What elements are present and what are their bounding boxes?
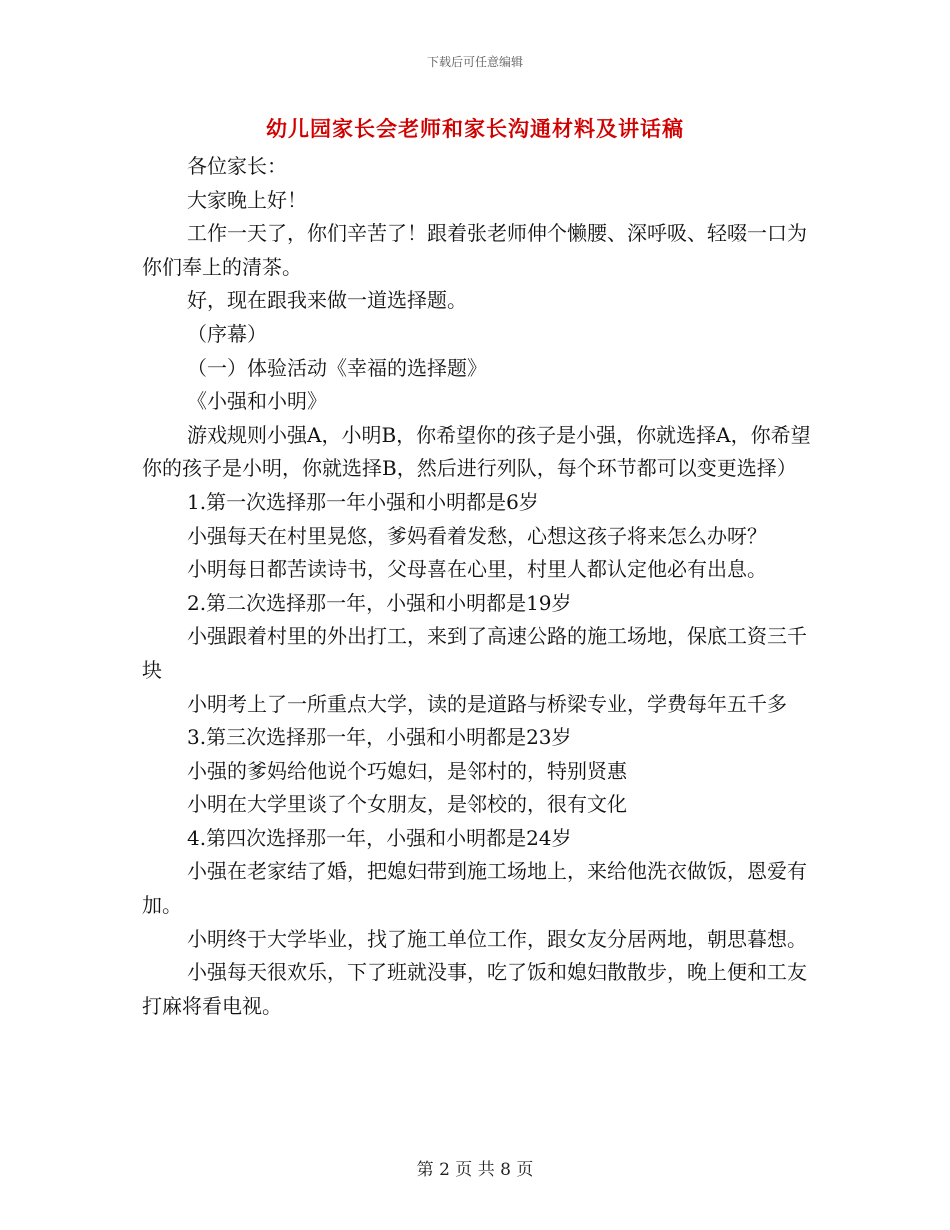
paragraph: 小强在老家结了婚，把媳妇带到施工场地上，来给他洗衣做饭，恩爱有加。 <box>142 859 807 918</box>
paragraph: 工作一天了，你们辛苦了！跟着张老师伸个懒腰、深呼吸、轻啜一口为你们奉上的清茶。 <box>142 221 807 279</box>
paragraph: 小强每天在村里晃悠，爹妈看着发愁，心想这孩子将来怎么办呀？ <box>187 523 767 548</box>
paragraph: 各位家长： <box>187 154 287 178</box>
paragraph: 游戏规则小强A，小明B，你希望你的孩子是小强，你就选择A，你希望你的孩子是小明，你就选择B，然后进行列队，每个环节都可以变更选择） <box>142 422 811 481</box>
paragraph: 小强的爹妈给他说个巧媳妇，是邻村的，特别贤惠 <box>187 758 627 783</box>
page-footer: 第 2 页 共 8 页 <box>416 1160 534 1180</box>
paragraph: 小明在大学里谈了个女朋友，是邻校的，很有文化 <box>187 792 627 817</box>
document-body <box>142 150 814 1023</box>
paragraph: 小强跟着村里的外出打工，来到了高速公路的施工场地，保底工资三千块 <box>142 624 807 682</box>
page-header: 下载后可任意编辑 <box>426 55 523 69</box>
paragraph: 1.第一次选择那一年小强和小明都是6岁 <box>187 489 539 514</box>
paragraph: 3.第三次选择那一年，小强和小明都是23岁 <box>187 725 572 750</box>
paragraph: 小明终于大学毕业，找了施工单位工作，跟女友分居两地，朝思暮想。 <box>187 926 807 951</box>
paragraph: （序幕） <box>187 321 267 346</box>
paragraph: 《小强和小明》 <box>187 389 327 414</box>
paragraph: 小强每天很欢乐，下了班就没事，吃了饭和媳妇散散步，晚上便和工友打麻将看电视。 <box>142 960 807 1018</box>
paragraph: （一）体验活动《幸福的选择题》 <box>187 355 487 380</box>
paragraph: 小明每日都苦读诗书，父母喜在心里，村里人都认定他必有出息。 <box>187 557 767 582</box>
paragraph: 好，现在跟我来做一道选择题。 <box>187 288 467 313</box>
paragraph: 小明考上了一所重点大学，读的是道路与桥梁专业，学费每年五千多 <box>187 691 787 716</box>
paragraph: 2.第二次选择那一年，小强和小明都是19岁 <box>187 590 572 615</box>
paragraph: 4.第四次选择那一年，小强和小明都是24岁 <box>187 825 572 850</box>
document-title: 幼儿园家长会老师和家长沟通材料及讲话稿 <box>266 116 684 141</box>
paragraph: 大家晚上好！ <box>187 187 307 212</box>
